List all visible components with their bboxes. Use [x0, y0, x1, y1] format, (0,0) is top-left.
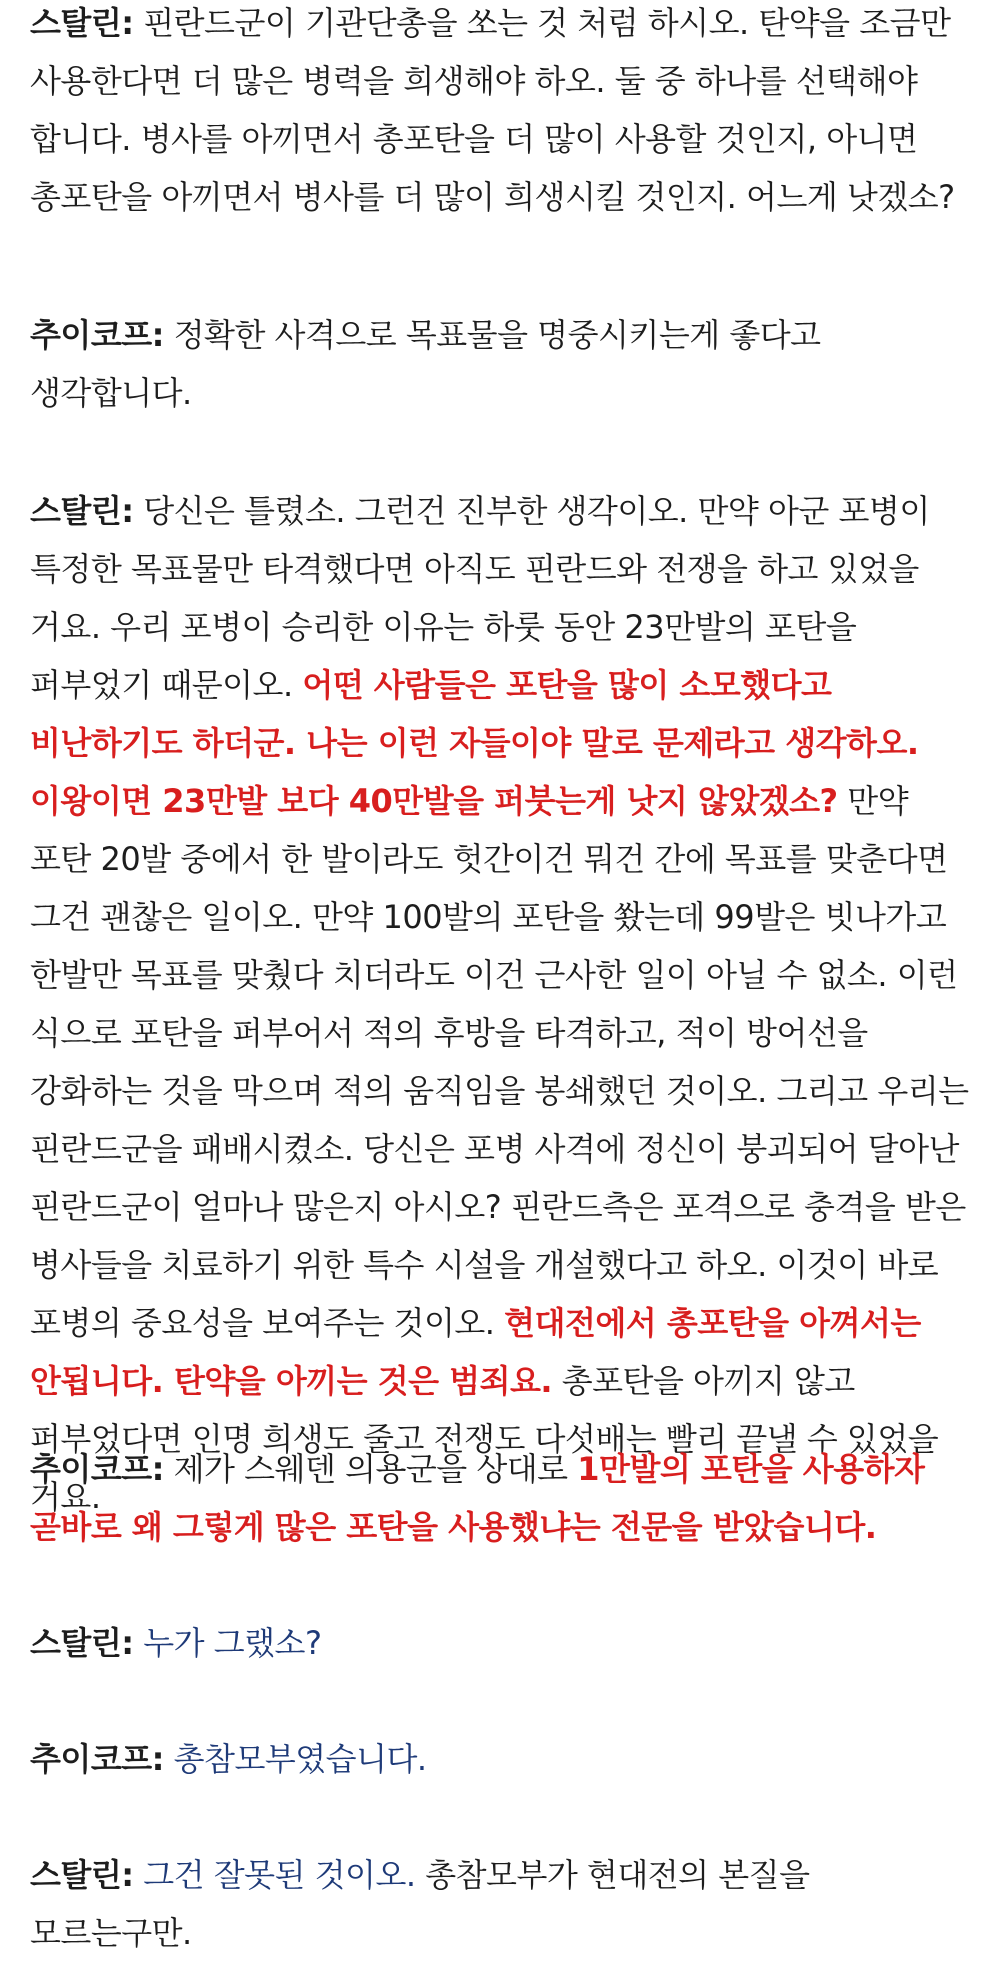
speaker-label: 스탈린: — [30, 1624, 134, 1662]
speaker-label: 스탈린: — [30, 492, 134, 530]
blue-text: 그건 잘못된 것이오. — [143, 1856, 416, 1894]
dialogue-line — [30, 1846, 975, 1962]
dialogue-line — [30, 306, 975, 422]
dialogue-text: 총참모부가 현대전의 본질을 모르는구만. — [30, 1856, 810, 1952]
dialogue-line — [30, 1440, 975, 1556]
dialogue-text: 총포탄을 아끼지 않고 퍼부었다면 인명 희생도 줄고 전쟁도 다섯배는 빨리 끝낼 수 있었을 거요. — [30, 1362, 939, 1516]
speaker-label: 추이코프: — [30, 1740, 164, 1778]
blue-text: 누가 그랬소? — [143, 1624, 322, 1662]
dialogue-line — [30, 1614, 975, 1672]
speaker-label: 스탈린: — [30, 1856, 134, 1894]
dialogue-line — [30, 1730, 975, 1788]
dialogue-text: 제가 스웨덴 의용군을 상대로 — [173, 1450, 578, 1488]
speaker-label: 추이코프: — [30, 1450, 164, 1488]
dialogue-text: 만약 포탄 20발 중에서 한 발이라도 헛간이건 뭐건 간에 목표를 맞춘다면 그건 괜찮은 일이오. 만약 100발의 포탄을 쐈는데 99발은 빗나가고 한발만 목표를 맞췄다 치더라도 이건 근사한 일이 아닐 수 없소. 이런 식으로 포탄을 퍼부어서 적의 후방을 타격하고, 적이 방어선을 강화하는 것을 막으며 적의 움직임을 봉쇄했던 것이오. 그리고 우리는 핀란드군을 패배시켰소. 당신은 포병 사격에 정신이 붕괴되어 달아난 핀란드군이 얼마나 많은지 아시오? 핀란드측은 포격으로 충격을 받은 병사들을 치료하기 위한 특수 시설을 개설했다고 하오. 이것이 바로 포병의 중요성을 보여주는 것이오. — [30, 782, 969, 1342]
dialogue-line — [30, 482, 975, 1526]
dialogue-text: 정확한 사격으로 목표물을 명중시키는게 좋다고 생각합니다. — [30, 316, 821, 412]
highlighted-text: 어떤 사람들은 포탄을 많이 소모했다고 비난하기도 하더군. 나는 이런 자들이야 말로 문제라고 생각하오. 이왕이면 23만발 보다 40만발을 퍼붓는게 낫지 않았겠소? — [30, 666, 919, 820]
dialogue-text: 당신은 틀렸소. 그런건 진부한 생각이오. 만약 아군 포병이 특정한 목표물만 타격했다면 아직도 핀란드와 전쟁을 하고 있었을 거요. 우리 포병이 승리한 이유는 하룻 동안 23만발의 포탄을 퍼부었기 때문이오. — [30, 492, 930, 704]
dialogue-line — [30, 0, 975, 226]
blue-text: 총참모부였습니다. — [173, 1740, 427, 1778]
speaker-label: 추이코프: — [30, 316, 164, 354]
highlighted-text: 1만발의 포탄을 사용하자 곧바로 왜 그렇게 많은 포탄을 사용했냐는 전문을 받았습니다. — [30, 1450, 925, 1546]
dialogue-text: 핀란드군이 기관단총을 쏘는 것 처럼 하시오. 탄약을 조금만 사용한다면 더 많은 병력을 희생해야 하오. 둘 중 하나를 선택해야 합니다. 병사를 아끼면서 총포탄을 더 많이 사용할 것인지, 아니면 총포탄을 아끼면서 병사를 더 많이 희생시킬 것인지. 어느게 낫겠소? — [30, 4, 955, 216]
speaker-label: 스탈린: — [30, 4, 134, 42]
highlighted-text: 현대전에서 총포탄을 아껴서는 안됩니다. 탄약을 아끼는 것은 범죄요. — [30, 1304, 921, 1400]
